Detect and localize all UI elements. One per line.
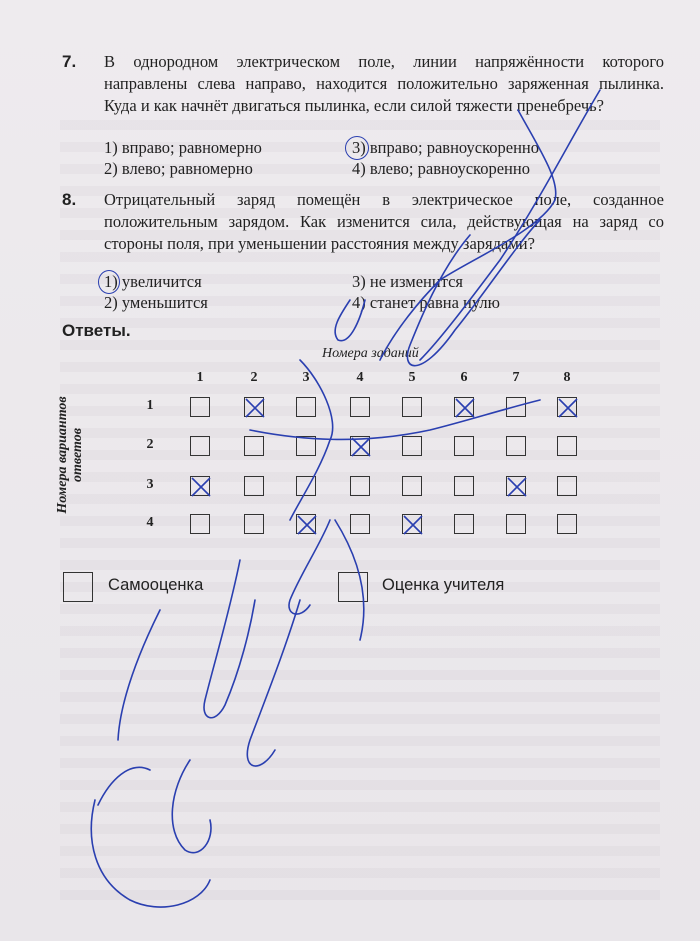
bleed-through-line bbox=[60, 802, 660, 812]
answers-title: Ответы. bbox=[62, 321, 131, 340]
answer-option: 2) влево; равномерно bbox=[104, 159, 253, 178]
answer-cell[interactable] bbox=[350, 397, 370, 417]
variants-label: Номера вариантов ответов bbox=[55, 396, 85, 514]
variant-row-number: 1 bbox=[146, 398, 154, 413]
bleed-through-line bbox=[60, 560, 660, 570]
self-grade-box[interactable] bbox=[63, 572, 93, 602]
answer-cell[interactable] bbox=[190, 436, 210, 456]
answer-cell[interactable] bbox=[244, 476, 264, 496]
answer-option: 3) вправо; равноускоренно bbox=[352, 138, 540, 157]
teacher-grade-box[interactable] bbox=[338, 572, 368, 602]
cross-mark-icon bbox=[556, 396, 580, 420]
answer-option: 3) не изменится bbox=[352, 272, 464, 291]
answer-cell[interactable] bbox=[402, 476, 422, 496]
task-column-number: 3 bbox=[302, 370, 310, 385]
answer-cell[interactable] bbox=[557, 436, 577, 456]
answer-cell[interactable] bbox=[244, 436, 264, 456]
answer-cell[interactable] bbox=[296, 397, 316, 417]
answer-cell[interactable] bbox=[244, 397, 264, 417]
cross-mark-icon bbox=[349, 435, 373, 459]
answer-option: 1) вправо; равномерно bbox=[104, 138, 262, 157]
cross-mark-icon bbox=[189, 475, 213, 499]
answer-cell[interactable] bbox=[402, 436, 422, 456]
answer-cell[interactable] bbox=[506, 397, 526, 417]
task-column-number: 8 bbox=[563, 370, 571, 385]
variant-row-number: 4 bbox=[146, 515, 154, 530]
answer-cell[interactable] bbox=[190, 476, 210, 496]
bleed-through-line bbox=[60, 626, 660, 636]
cross-mark-icon bbox=[505, 475, 529, 499]
cross-mark-icon bbox=[243, 396, 267, 420]
answer-option: 4) станет равна нулю bbox=[352, 293, 500, 312]
answer-cell[interactable] bbox=[190, 514, 210, 534]
answer-cell[interactable] bbox=[506, 436, 526, 456]
task-column-number: 5 bbox=[408, 370, 416, 385]
bleed-through-line bbox=[60, 890, 660, 900]
answer-cell[interactable] bbox=[190, 397, 210, 417]
bleed-through-line bbox=[60, 670, 660, 680]
question-text: В однородном электрическом поле, линии напряжённости которого направлены слева направо, находится положительно заряженная пылинка. Куда и как начнёт двигаться пылинка, если силой тяжести пренебречь? bbox=[104, 52, 664, 115]
bleed-through-line bbox=[60, 758, 660, 768]
bleed-through-line bbox=[60, 780, 660, 790]
answer-option: 4) влево; равноускоренно bbox=[352, 159, 530, 178]
cross-mark-icon bbox=[401, 513, 425, 537]
answer-cell[interactable] bbox=[454, 397, 474, 417]
answer-cell[interactable] bbox=[454, 476, 474, 496]
bleed-through-line bbox=[60, 604, 660, 614]
answer-cell[interactable] bbox=[402, 397, 422, 417]
answer-option: 1) увеличится bbox=[104, 272, 202, 291]
bleed-through-line bbox=[60, 824, 660, 834]
question-text: Отрицательный заряд помещён в электрическое поле, созданное положительным зарядом. Как изменится сила, действующая на заряд со стороны поля, при уменьшении расстояния между зарядами? bbox=[104, 190, 664, 253]
bleed-through-line bbox=[60, 868, 660, 878]
answer-cell[interactable] bbox=[557, 397, 577, 417]
variant-row-number: 2 bbox=[146, 437, 154, 452]
cross-mark-icon bbox=[453, 396, 477, 420]
bleed-through-line bbox=[60, 120, 660, 130]
task-column-number: 4 bbox=[356, 370, 364, 385]
self-grade-label: Самооценка bbox=[108, 576, 204, 594]
answer-option: 2) уменьшится bbox=[104, 293, 208, 312]
answer-cell[interactable] bbox=[296, 514, 316, 534]
answer-cell[interactable] bbox=[557, 514, 577, 534]
bleed-through-line bbox=[60, 692, 660, 702]
bleed-through-line bbox=[60, 714, 660, 724]
bleed-through-line bbox=[60, 318, 660, 328]
circled-answer-mark bbox=[345, 136, 369, 160]
bleed-through-line bbox=[60, 846, 660, 856]
answer-cell[interactable] bbox=[506, 514, 526, 534]
answer-cell[interactable] bbox=[350, 436, 370, 456]
bleed-through-line bbox=[60, 538, 660, 548]
cross-mark-icon bbox=[295, 513, 319, 537]
circled-answer-mark bbox=[98, 270, 120, 294]
task-column-number: 1 bbox=[196, 370, 204, 385]
answer-cell[interactable] bbox=[454, 514, 474, 534]
teacher-grade-label: Оценка учителя bbox=[382, 576, 505, 594]
answer-cell[interactable] bbox=[402, 514, 422, 534]
answer-cell[interactable] bbox=[244, 514, 264, 534]
question-number: 8. bbox=[62, 190, 77, 209]
task-column-number: 7 bbox=[512, 370, 520, 385]
task-column-number: 6 bbox=[460, 370, 468, 385]
answer-cell[interactable] bbox=[506, 476, 526, 496]
answer-cell[interactable] bbox=[296, 436, 316, 456]
answer-cell[interactable] bbox=[454, 436, 474, 456]
task-column-number: 2 bbox=[250, 370, 258, 385]
bleed-through-line bbox=[60, 736, 660, 746]
bleed-through-line bbox=[60, 648, 660, 658]
tasks-label: Номера заданий bbox=[322, 346, 419, 361]
answer-cell[interactable] bbox=[350, 514, 370, 534]
answer-cell[interactable] bbox=[557, 476, 577, 496]
answer-cell[interactable] bbox=[350, 476, 370, 496]
answer-cell[interactable] bbox=[296, 476, 316, 496]
question-number: 7. bbox=[62, 52, 77, 71]
variant-row-number: 3 bbox=[146, 477, 154, 492]
